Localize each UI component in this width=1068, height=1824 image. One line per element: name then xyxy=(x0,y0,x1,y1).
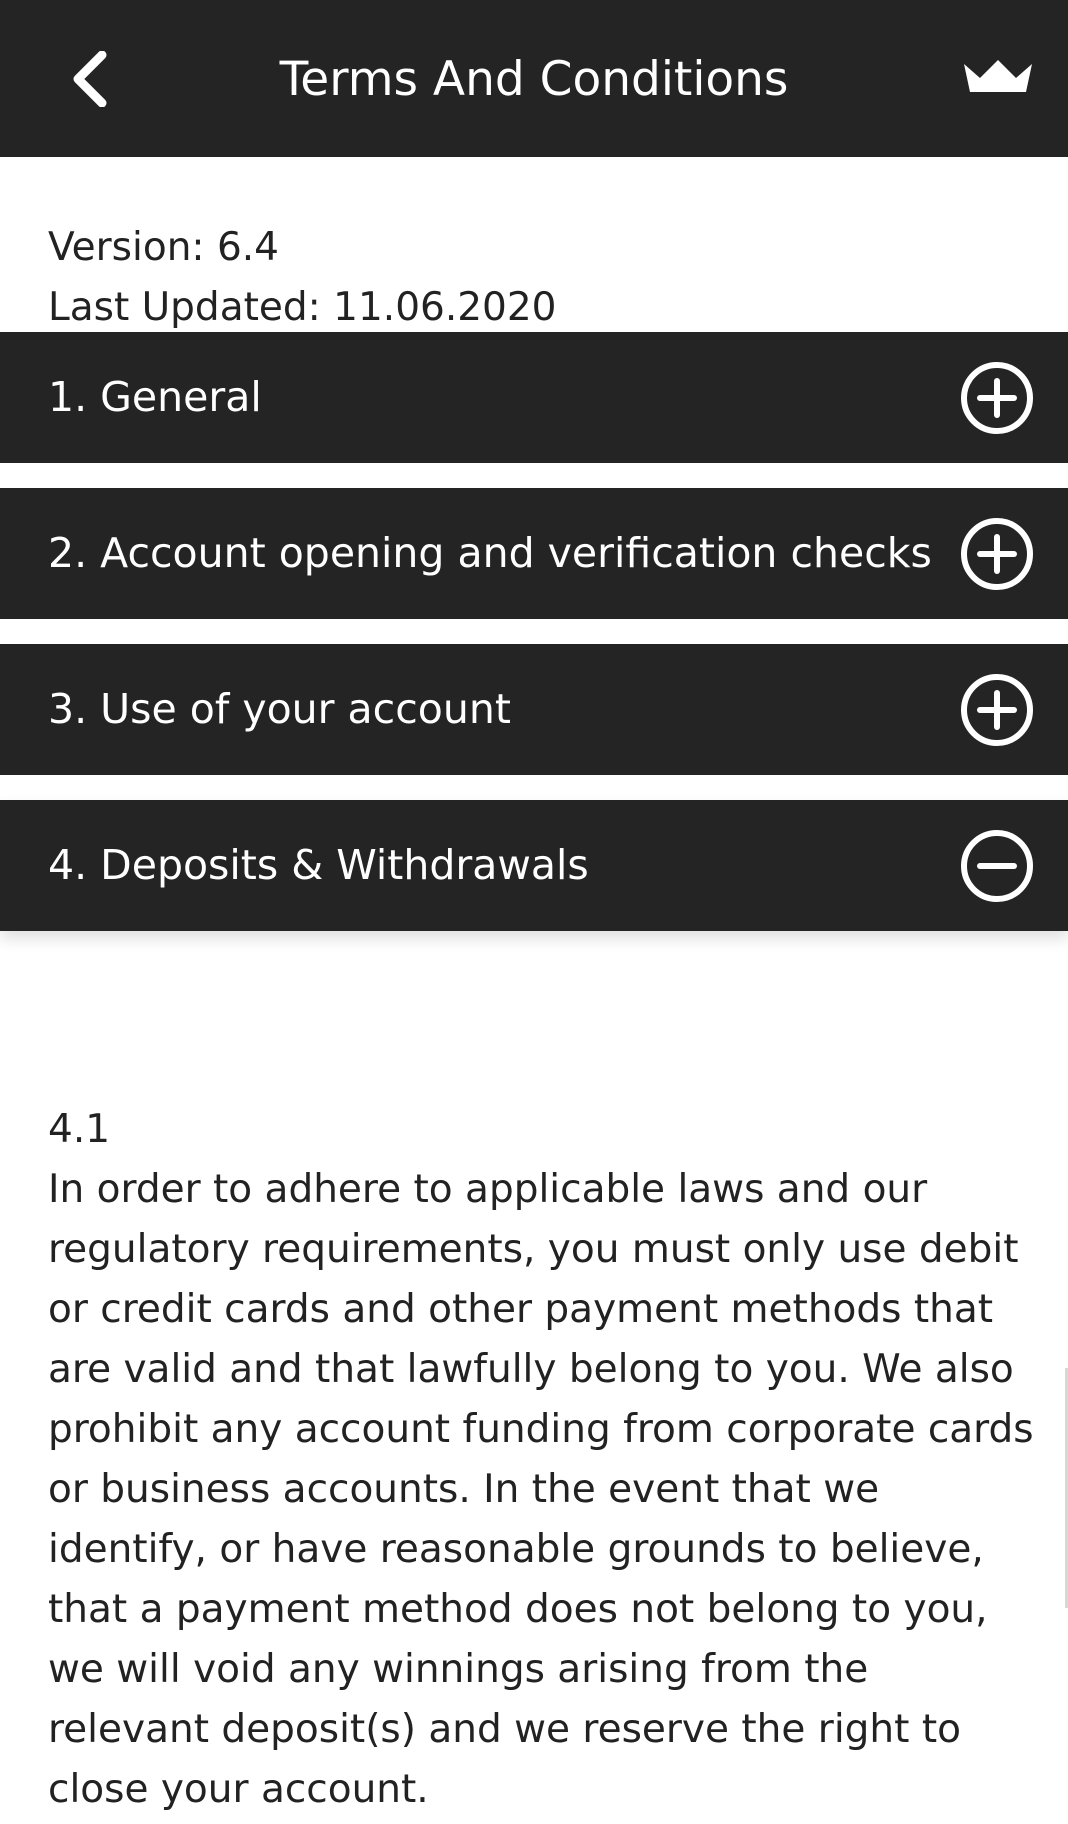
plus-circle-icon xyxy=(960,673,1034,747)
section-content-deposits-withdrawals xyxy=(48,1100,1038,1820)
back-button[interactable] xyxy=(60,44,120,114)
section-header-general[interactable] xyxy=(0,332,1068,463)
clause-number: 4.1 xyxy=(48,1107,111,1152)
crown-icon xyxy=(962,58,1034,98)
top-app-bar xyxy=(0,0,1068,157)
premium-button[interactable] xyxy=(956,48,1040,108)
chevron-left-icon xyxy=(70,51,110,107)
section-header-use-of-account[interactable] xyxy=(0,644,1068,775)
section-title: 2. Account opening and verification checks xyxy=(48,529,932,577)
plus-circle-icon xyxy=(960,361,1034,435)
version-text: Version: 6.4 xyxy=(48,225,279,270)
version-info xyxy=(48,218,556,338)
page-title: Terms And Conditions xyxy=(279,52,789,107)
section-header-account-opening[interactable] xyxy=(0,488,1068,619)
minus-circle-icon xyxy=(960,829,1034,903)
section-title: 1. General xyxy=(48,373,262,421)
section-title: 3. Use of your account xyxy=(48,685,511,733)
section-title: 4. Deposits & Withdrawals xyxy=(48,841,589,889)
plus-circle-icon xyxy=(960,517,1034,591)
last-updated-text: Last Updated: 11.06.2020 xyxy=(48,285,557,330)
clause-text: In order to adhere to applicable laws and our regulatory requirements, you must only use debit or credit cards and other payment methods that are valid and that lawfully belong to you. We also prohibit any account funding from corporate cards or business accounts. In the event that we identify, or have reasonable grounds to believe, that a payment method does not belong to you, we will void any winnings arising from the relevant deposit(s) and we reserve the right to close your account. xyxy=(48,1167,1034,1812)
section-header-deposits-withdrawals[interactable] xyxy=(0,800,1068,931)
